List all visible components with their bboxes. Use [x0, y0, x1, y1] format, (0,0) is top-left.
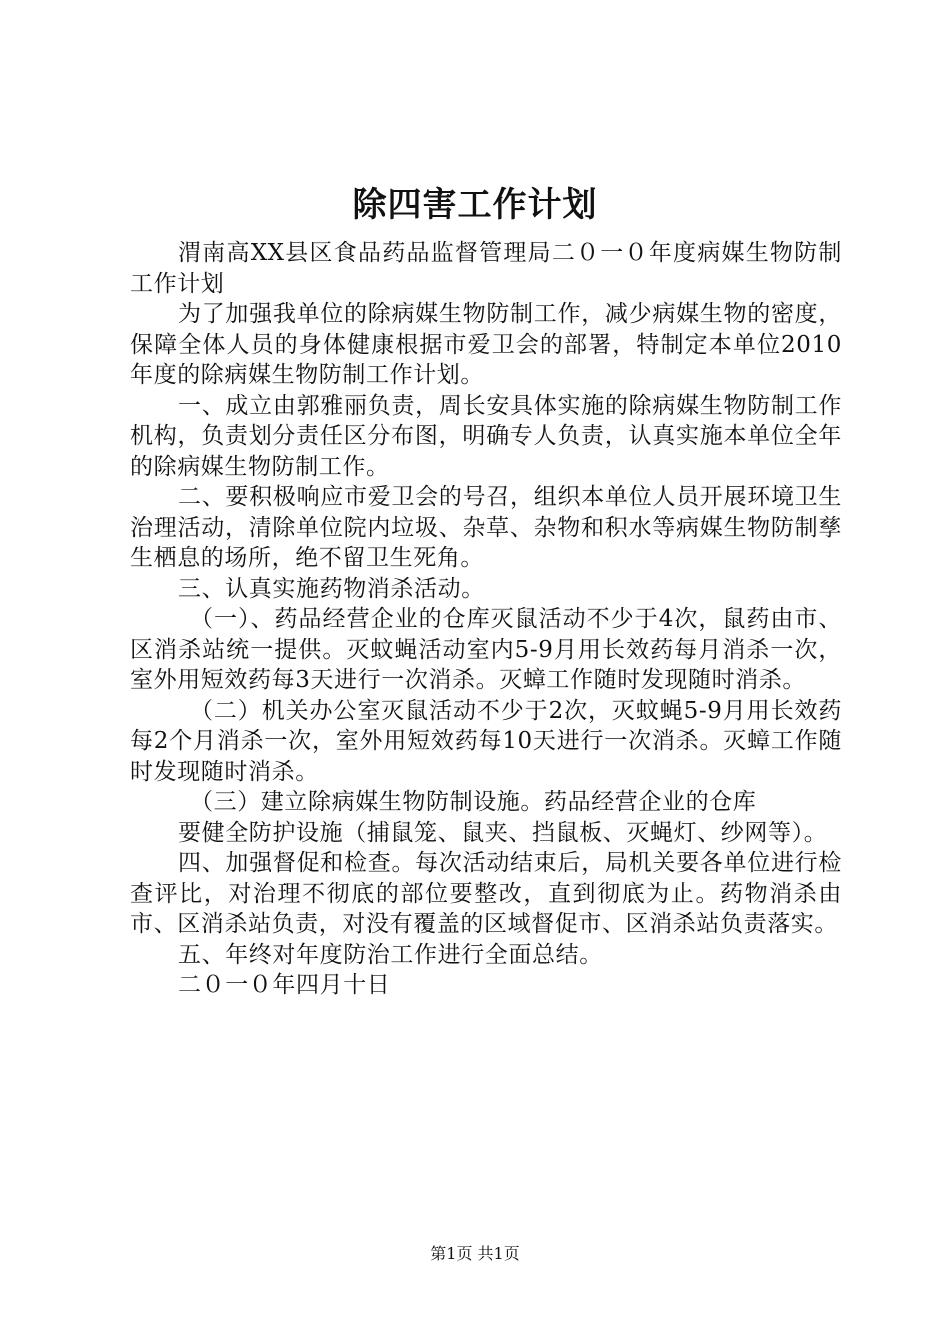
- paragraph-item-3: 三、认真实施药物消杀活动。: [178, 575, 485, 602]
- paragraph-sub-item-3: （三）建立除病媒生物防制设施。药品经营企业的仓库: [190, 789, 757, 815]
- paragraph-item-1: 一、成立由郭雅丽负责，周长安具体实施的除病媒生物防制工作机构，负责划分责任区分布图，明确专人负责，认真实施本单位全年的除病媒生物防制工作。: [130, 392, 842, 480]
- paragraph-sub-item-1: （一）、药品经营企业的仓库灭鼠活动不少于4次，鼠药由市、区消杀站统一提供。灭蚊蝇活动室内5-9月用长效药每月消杀一次，室外用短效药每3天进行一次消杀。灭蟑工作随时发现随时消杀。: [130, 606, 842, 693]
- paragraph-sub-item-2: （二）机关办公室灭鼠活动不少于2次，灭蚊蝇5-9月用长效药每2个月消杀一次，室外用短效药每10天进行一次消杀。灭蟑工作随时发现随时消杀。: [130, 697, 842, 785]
- paragraph-item-2: 二、要积极响应市爱卫会的号召，组织本单位人员开展环境卫生治理活动，清除单位院内垃圾、杂草、杂物和积水等病媒生物防制孳生栖息的场所，绝不留卫生死角。: [130, 484, 842, 571]
- paragraph-intro: 为了加强我单位的除病媒生物防制工作，减少病媒生物的密度，保障全体人员的身体健康根据市爱卫会的部署，特制定本单位2010年度的除病媒生物防制工作计划。: [130, 301, 842, 388]
- document-title: 除四害工作计划: [352, 185, 598, 225]
- page-footer: 第1页 共1页: [430, 1244, 520, 1263]
- paragraph-item-5: 五、年终对年度防治工作进行全面总结。: [178, 941, 603, 968]
- document-body: [130, 238, 842, 1001]
- paragraph-heading-line: 渭南高XX县区食品药品监督管理局二０一０年度病媒生物防制工作计划: [130, 240, 842, 297]
- paragraph-item-4: 四、加强督促和检查。每次活动结束后，局机关要各单位进行检查评比，对治理不彻底的部位要整改，直到彻底为止。药物消杀由市、区消杀站负责，对没有覆盖的区域督促市、区消杀站负责落实。: [130, 850, 842, 937]
- paragraph-sub-item-3-continued: 要健全防护设施（捕鼠笼、鼠夹、挡鼠板、灭蝇灯、纱网等）。: [178, 819, 828, 846]
- paragraph-date: 二０一０年四月十日: [178, 972, 391, 998]
